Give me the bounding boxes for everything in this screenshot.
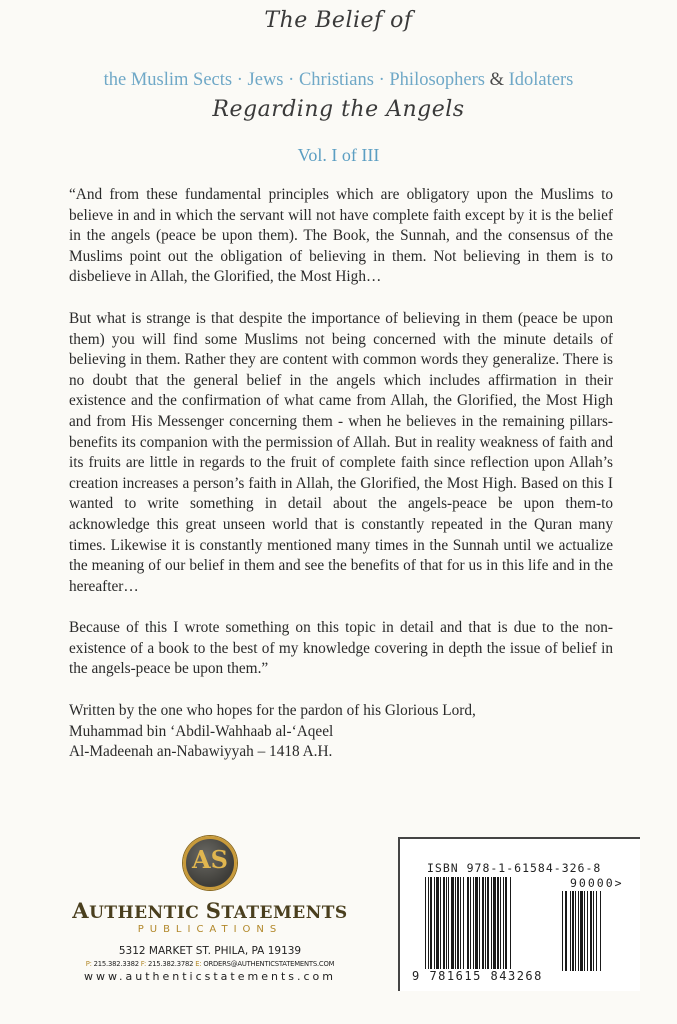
brand-initial: S xyxy=(205,898,222,923)
fax: 215.382.3782 xyxy=(148,960,194,968)
subjects-line xyxy=(0,70,677,91)
subject-muslim-sects: the Muslim Sects xyxy=(103,70,233,90)
publisher-emblem-icon xyxy=(183,836,237,890)
subject-idolaters: Idolaters xyxy=(508,70,574,90)
ampersand: & xyxy=(484,70,509,90)
fax-label: F: xyxy=(140,960,147,968)
isbn-text: ISBN 978-1-61584-326-8 xyxy=(427,861,602,875)
publisher-name xyxy=(40,898,380,923)
brand-part: UTHENTIC xyxy=(89,903,206,923)
phone: 215.382.3382 xyxy=(93,960,139,968)
author-name: Muhammad bin ‘Abdil-Wahhaab al-‘Aqeel xyxy=(69,722,334,740)
subject-jews: Jews xyxy=(247,70,284,90)
blurb-paragraph-3: Because of this I wrote something on this topic in detail and that is due to the non-existence of a book to the best of my knowledge covering in depth the issue of belief in the angels-peace be upon them.” xyxy=(69,619,613,678)
separator: · xyxy=(283,70,299,90)
subject-philosophers: Philosophers xyxy=(389,70,485,90)
email-label: E: xyxy=(195,960,202,968)
phone-label: P: xyxy=(85,960,92,968)
volume-label: Vol. I of III xyxy=(297,145,380,165)
publisher-block xyxy=(40,830,380,983)
isbn-barcode xyxy=(398,837,640,991)
separator: · xyxy=(373,70,390,90)
barcode-addon-bars xyxy=(562,891,628,971)
brand-part: TATEMENTS xyxy=(221,903,348,923)
emblem-letters: AS xyxy=(192,845,228,874)
blurb-paragraph-1: “And from these fundamental principles which are obligatory upon the Muslims to believe in and in which the servant will not have complete faith except by it is the belief in the angels (peace be upon them). The Book, the Sunnah, and the consensus of the Muslims point out the obligation of believing in them. Not believing in them is to disbelieve in Allah, the Glorified, the Most High… xyxy=(69,186,613,286)
signature-line-1: Written by the one who hopes for the pardon of his Glorious Lord, xyxy=(69,702,476,720)
publisher-address: 5312 MARKET ST. PHILA, PA 19139 xyxy=(118,945,302,957)
email: ORDERS@AUTHENTICSTATEMENTS.COM xyxy=(203,960,335,968)
publisher-subtitle: PUBLICATIONS xyxy=(137,924,283,935)
title-line-1: The Belief of xyxy=(264,8,413,33)
subject-christians: Christians xyxy=(298,70,374,90)
separator: · xyxy=(232,70,248,90)
price-addon: 90000> xyxy=(570,876,624,890)
blurb-paragraph-2: But what is strange is that despite the importance of believing in them (peace be upon them) you will find some Muslims not being concerned with the minute details of believing in them. Rather they are content with common words they generalize. There is no doubt that the general belief in the angels which includes affirmation in their existence and the confirmation of what came from Allah, the Glorified, the Most High and from His Messenger concerning them - when he believes in the remaining pillars-benefits its companion with the permission of Allah. But in reality weakness of faith and its fruits are little in regards to the fruit of complete faith since reflection upon Allah’s creation increases a person’s faith in Allah, the Glorified, the Most High. Based on this I wanted to write something in detail about the angels-peace be upon them-to acknowledge this great unseen world that is constantly repeated in the Quran many times. Likewise it is constantly mentioned many times in the Sunnah until we actualize the meaning of our belief in them and see the benefits of that for us in this life and in the hereafter… xyxy=(69,309,613,595)
barcode-digits: 9 781615 843268 xyxy=(412,969,543,983)
brand-initial: A xyxy=(72,898,90,923)
title-line-3: Regarding the Angels xyxy=(212,97,465,122)
barcode-bars xyxy=(425,877,555,973)
place-date: Al-Madeenah an-Nabawiyyah – 1418 A.H. xyxy=(69,743,333,761)
publisher-contact xyxy=(40,960,380,968)
publisher-website: www.authenticstatements.com xyxy=(84,970,336,983)
blurb xyxy=(69,185,613,763)
